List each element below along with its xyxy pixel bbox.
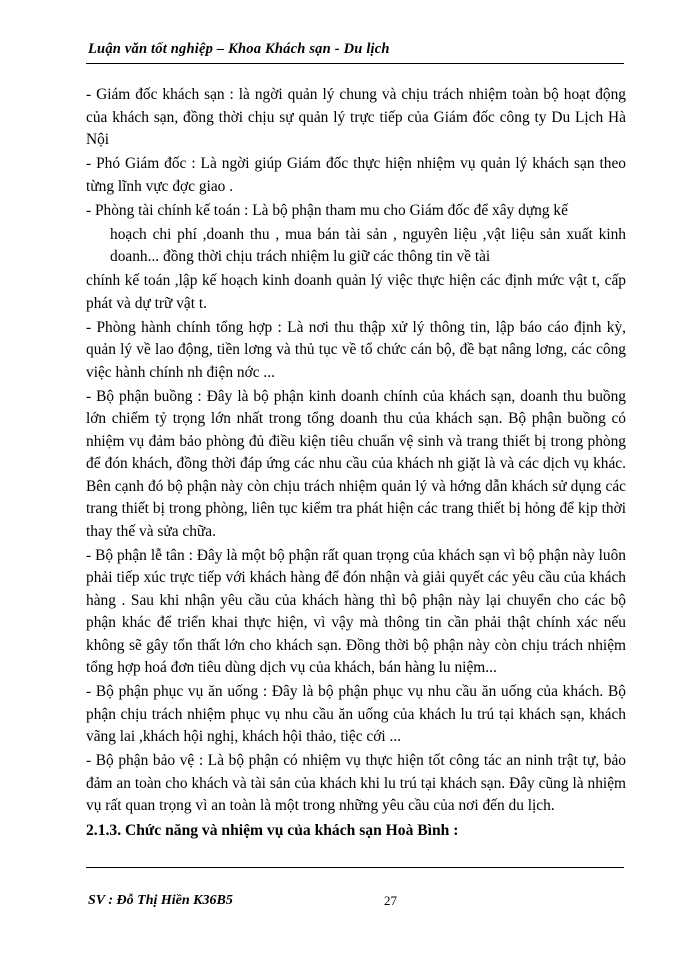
footer-author: SV : Đỗ Thị Hiền K36B5: [88, 893, 233, 908]
paragraph-accounting-cont: chính kế toán ,lập kế hoạch kinh doanh quản lý việc thực hiện các định mức vật t, cấp phát và dự trữ vật t.: [86, 272, 626, 312]
paragraph-food-service: - Bộ phận phục vụ ăn uống : Đây là bộ phận phục vụ nhu cầu ăn uống của khách. Bộ phận chịu trách nhiệm phục vụ nhu cầu ăn uống của khách lu trú tại khách sạn, khách vãng lai ,khách hội nghị, khách hội thảo, tiệc cới ...: [86, 683, 626, 745]
paragraph-director: - Giám đốc khách sạn : là ngời quản lý chung và chịu trách nhiệm toàn bộ hoạt động của khách sạn, đồng thời chịu sự quản lý trực tiếp của Giám đốc công ty Du Lịch Hà Nội: [86, 86, 626, 148]
paragraph-reception: - Bộ phận lễ tân : Đây là một bộ phận rất quan trọng của khách sạn vì bộ phận này luôn phải tiếp xúc trực tiếp với khách hàng để đón nhận và giải quyết các yêu cầu của khách hàng . Sau khi nhận yêu cầu của khách hàng thì bộ phận này lại chuyển cho các bộ phận khác để triển khai thực hiện, vì vậy mà thông tin cần phải thật chính xác nếu không sẽ gây tổn thất lớn cho khách sạn. Đồng thời bộ phận này còn chịu trách nhiệm tổng hợp hoá đơn tiêu dùng dịch vụ của khách, bán hàng lu niệm...: [86, 546, 626, 676]
section-heading: 2.1.3. Chức năng và nhiệm vụ của khách sạn Hoà Bình :: [86, 821, 459, 839]
paragraph-accounting-intro: - Phòng tài chính kế toán : Là bộ phận tham mu cho Giám đốc để xây dựng kế: [86, 201, 568, 219]
running-header: Luận văn tốt nghiệp – Khoa Khách sạn - Du lịch: [88, 41, 390, 57]
paragraph-security: - Bộ phận bảo vệ : Là bộ phận có nhiệm vụ thực hiện tốt công tác an ninh trật tự, bảo đảm an toàn cho khách và tài sản của khách khi lu trú tại khách sạn. Đây cũng là nhiệm vụ rất quan trọng vì an toàn là một trong những yêu cầu của nơi đến du lịch.: [86, 752, 626, 814]
paragraph-housekeeping: - Bộ phận buồng : Đây là bộ phận kinh doanh chính của khách sạn, doanh thu buồng lớn chiếm tỷ trọng lớn nhất trong tổng doanh thu của khách sạn. Bộ phận buồng có nhiệm vụ đảm bảo phòng đủ điều kiện tiêu chuẩn vệ sinh và trang thiết bị trong phòng để đón khách, đồng thời đáp ứng các nhu cầu của khách nh giặt là và các dịch vụ khác. Bên cạnh đó bộ phận này còn chịu trách nhiệm quản lý và hớng dẫn khách sử dụng các trang thiết bị trong phòng, liên tục kiểm tra phát hiện các trang thiết bị hỏng để kịp thời thay thế và sửa chữa.: [86, 387, 626, 540]
document-body: [86, 84, 626, 844]
footer-rule: [86, 867, 624, 868]
paragraph-admin: - Phòng hành chính tổng hợp : Là nơi thu thập xử lý thông tin, lập báo cáo định kỳ, quản lý về lao động, tiền lơng và thủ tục về tổ chức cán bộ, đề bạt nâng lơng, các công việc hành chính nh điện nớc ...: [86, 318, 626, 381]
header-rule: [86, 63, 624, 64]
paragraph-deputy-director: - Phó Giám đốc : Là ngời giúp Giám đốc thực hiện nhiệm vụ quản lý khách sạn theo từng lĩnh vực đợc giao .: [86, 155, 626, 195]
page-number: 27: [384, 893, 397, 908]
paragraph-accounting-indented: hoạch chi phí ,doanh thu , mua bán tài sản , nguyên liệu ,vật liệu sản xuất kinh doanh... đồng thời chịu trách nhiệm lu giữ các thông tin về tài: [110, 225, 626, 265]
